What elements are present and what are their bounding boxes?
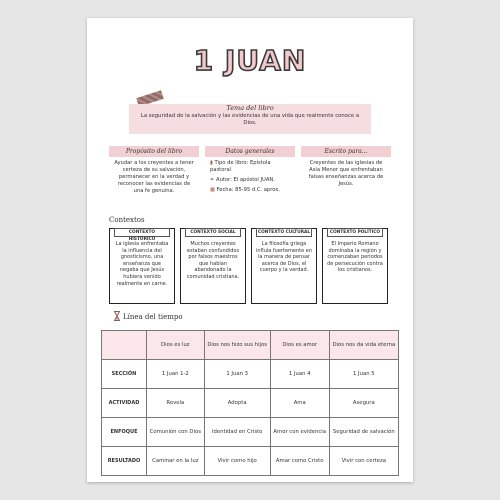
escrito-text: Creyentes de las iglesias de Asia Menor que enfrentaban falsas enseñanzas acerca de Jesús. xyxy=(308,160,384,187)
table-cell: Revela xyxy=(147,389,205,418)
timeline-column-header: Dios es luz xyxy=(147,331,205,360)
row-label: ACTIVIDAD xyxy=(102,389,147,418)
tema-heading: Tema del libro xyxy=(226,104,274,112)
table-cell: Adopta xyxy=(204,389,270,418)
table-cell: Vivir con certeza xyxy=(329,447,398,476)
calendar-icon: ▩ xyxy=(210,187,215,193)
proposito-card xyxy=(109,146,199,214)
datos-card xyxy=(205,146,295,214)
table-cell: 1 Juan 4 xyxy=(270,360,329,389)
timeline-corner-cell xyxy=(102,331,147,360)
table-cell: Identidad en Cristo xyxy=(204,418,270,447)
hourglass-icon xyxy=(113,311,121,321)
table-row xyxy=(102,418,399,447)
table-cell: Caminar en la luz xyxy=(147,447,205,476)
contexto-cultural-label: CONTEXTO CULTURAL xyxy=(257,230,311,235)
timeline-header-row xyxy=(102,331,399,360)
table-row xyxy=(102,360,399,389)
datos-tipo: Tipo de libro: Epístola pastoral xyxy=(210,160,271,173)
datos-fecha: Fecha: 85-95 d.C. aprox. xyxy=(216,187,280,193)
datos-autor: Autor: El apóstol JUAN. xyxy=(216,177,275,183)
datos-heading: Datos generales xyxy=(205,146,295,157)
proposito-text: Ayudar a los creyentes a tener certeza de su salvación, permanecer en la verdad y reconocer las evidencias de una fe genuina. xyxy=(114,160,194,194)
row-label: RESULTADO xyxy=(102,447,147,476)
contexto-social-label: CONTEXTO SOCIAL xyxy=(185,228,241,237)
book-icon: ▮ xyxy=(210,160,213,166)
contexto-social-text: Muchos creyentes estaban confundidos por falsos maestros que habían abandonado la comunidad cristiana. xyxy=(186,241,240,280)
escrito-heading: Escrito para... xyxy=(301,146,391,157)
contexto-historico-text: La iglesia enfrentaba la influencia del gnosticismo, una enseñanza que negaba que Jesús hubiera venido realmente en carne. xyxy=(115,241,169,287)
table-row xyxy=(102,447,399,476)
table-cell: 1 Juan 3 xyxy=(204,360,270,389)
table-cell: Vivir como hijo xyxy=(204,447,270,476)
contexto-cultural-text: La filosofía griega influía fuertemente en la manera de pensar acerca de Dios, el cuerpo y la verdad. xyxy=(256,241,313,274)
tema-banner xyxy=(129,104,371,134)
table-cell: Ama xyxy=(270,389,329,418)
contexto-historico-label: CONTEXTO HISTÓRICO xyxy=(114,228,170,237)
contextos-heading: Contextos xyxy=(109,216,145,224)
contexto-politico-box xyxy=(322,228,388,304)
escrito-card xyxy=(301,146,391,214)
page-title: 1 JUAN xyxy=(193,44,307,77)
table-cell: Comunión con Dios xyxy=(147,418,205,447)
tema-text: La seguridad de la salvación y las evidencias de una vida que realmente conoce a Dios. xyxy=(140,113,360,126)
contexto-social-box xyxy=(180,228,246,304)
row-label: ENFOQUE xyxy=(102,418,147,447)
table-row xyxy=(102,389,399,418)
row-label: SECCIÓN xyxy=(102,360,147,389)
table-cell: 1 Juan 1-2 xyxy=(147,360,205,389)
pen-icon: ✒ xyxy=(210,177,215,183)
contexto-historico-box xyxy=(109,228,175,304)
timeline-column-header: Dios nos da vida eterna xyxy=(329,331,398,360)
timeline-table xyxy=(101,330,399,476)
study-page xyxy=(87,18,413,482)
table-cell: Seguridad de salvación xyxy=(329,418,398,447)
timeline-column-header: Dios nos hizo sus hijos xyxy=(204,331,270,360)
proposito-heading: Propósito del libro xyxy=(109,146,199,157)
timeline-heading: Línea del tiempo xyxy=(123,313,183,321)
timeline-column-header: Dios es amor xyxy=(270,331,329,360)
contexto-politico-label: CONTEXTO POLÍTICO xyxy=(327,228,383,237)
table-cell: Asegura xyxy=(329,389,398,418)
table-cell: Amor con evidencia xyxy=(270,418,329,447)
table-cell: Amar como Cristo xyxy=(270,447,329,476)
contexto-cultural-box xyxy=(251,228,317,304)
table-cell: 1 Juan 5 xyxy=(329,360,398,389)
contexto-politico-text: El Imperio Romano dominaba la región y comenzaban periodos de persecución contra los cristianos. xyxy=(327,241,383,274)
